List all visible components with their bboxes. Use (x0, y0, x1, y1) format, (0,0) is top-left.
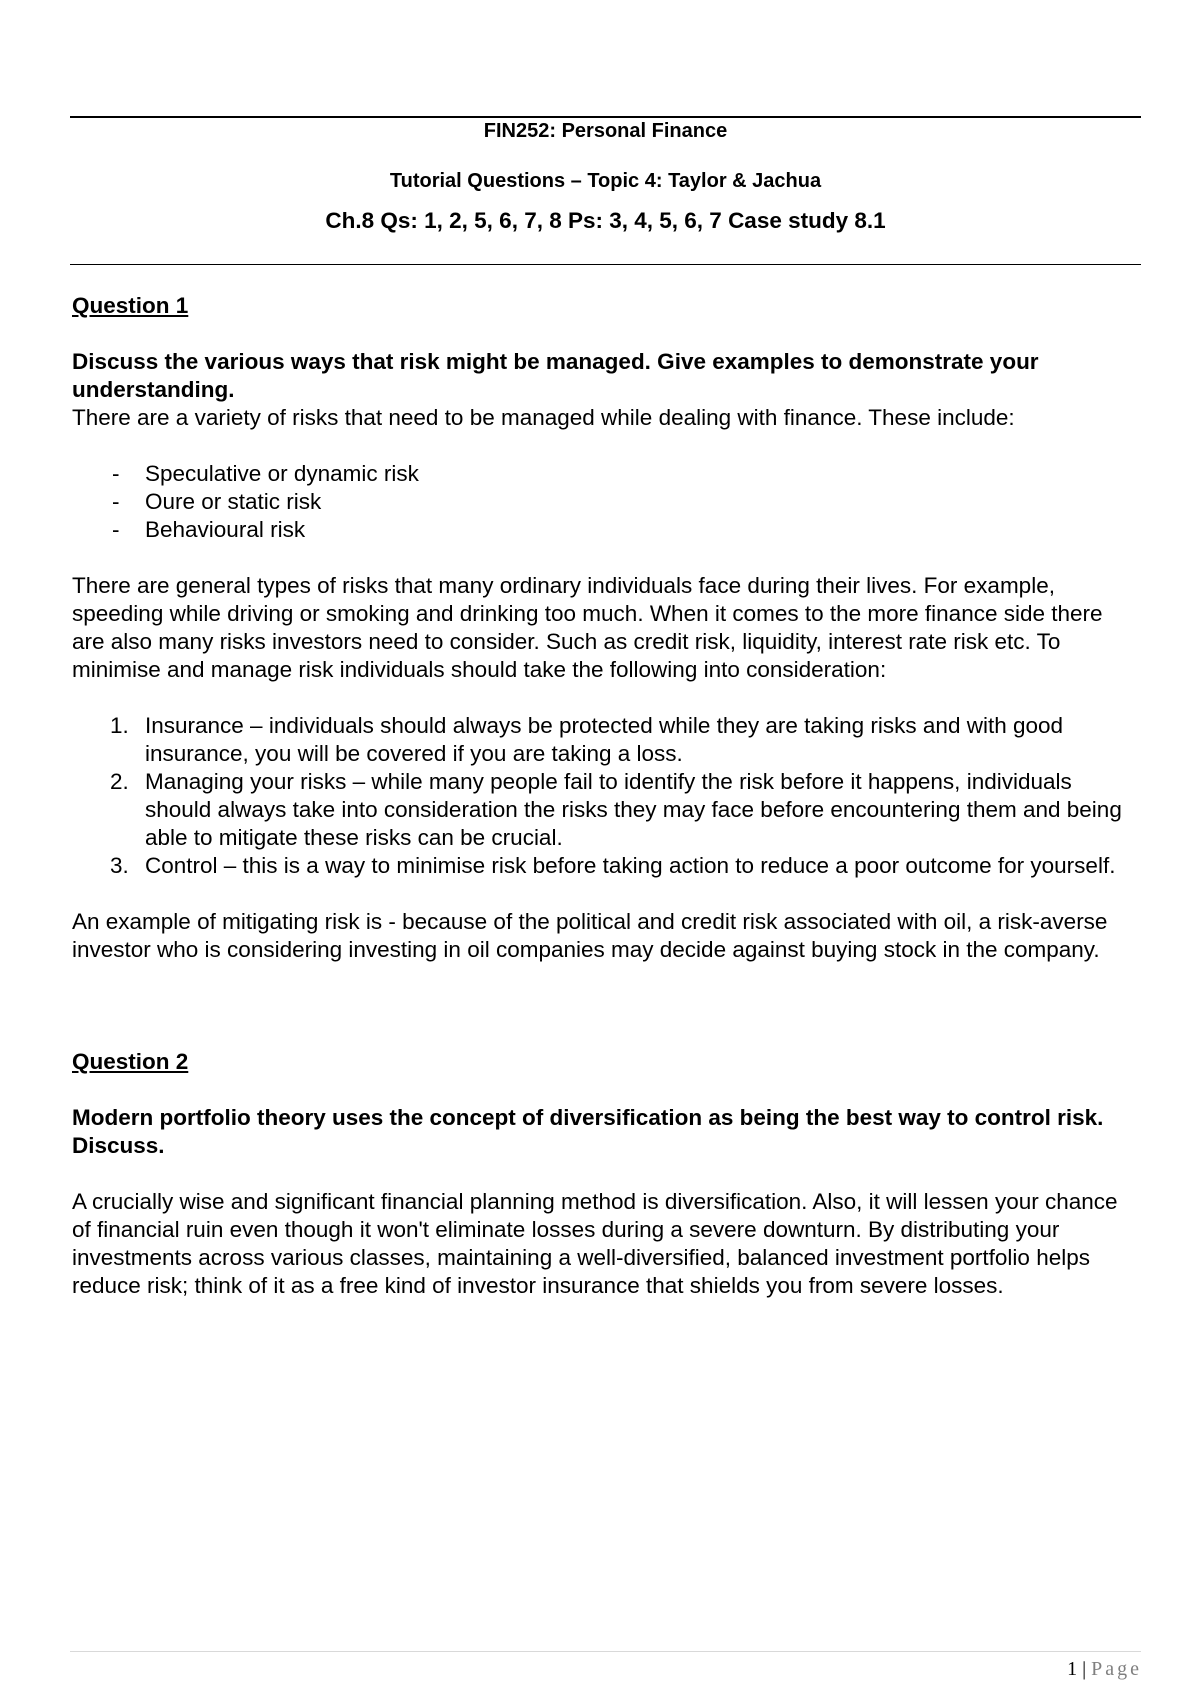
list-item: - Oure or static risk (112, 489, 322, 514)
tutorial-title: Tutorial Questions – Topic 4: Taylor & Jachua (389, 170, 822, 192)
list-item: 3. Control – this is a way to minimise risk before taking action to reduce a poor outcome for yourself. (110, 853, 1116, 878)
course-title: FIN252: Personal Finance (483, 120, 728, 142)
list-item: 1. Insurance – individuals should always be protected while they are taking risks and with good insurance, you will be covered if you are taking a loss. (110, 713, 1064, 766)
question-1-prompt: Discuss the various ways that risk might be managed. Give examples to demonstrate your understanding. (72, 349, 1039, 402)
question-1-heading: Question 1 (72, 293, 189, 318)
chapter-questions: Ch.8 Qs: 1, 2, 5, 6, 7, 8 Ps: 3, 4, 5, 6, 7 Case study 8.1 (325, 208, 886, 233)
list-item: 2. Managing your risks – while many people fail to identify the risk before it happens, individuals should always take into consideration the risks they may face before encountering them and being able to mitigate these risks can be crucial. (110, 769, 1122, 850)
risk-types-list (72, 460, 1140, 544)
page-label: Page (1091, 1658, 1142, 1680)
page-footer (1067, 1658, 1142, 1681)
list-item: - Behavioural risk (112, 517, 306, 542)
dash-bullet: - (112, 461, 120, 486)
number-marker: 3. (110, 853, 129, 878)
footer-rule (70, 1651, 1141, 1652)
list-item: - Speculative or dynamic risk (112, 461, 419, 486)
number-marker: 2. (110, 769, 129, 794)
question-1-intro: There are a variety of risks that need to be managed while dealing with finance. These include: (72, 405, 1015, 430)
header-bottom-rule (70, 264, 1141, 265)
footer-separator: | (1082, 1658, 1087, 1680)
question-1-example: An example of mitigating risk is - because of the political and credit risk associated with oil, a risk-averse investor who is considering investing in oil companies may decide against buying stock in the company. (72, 909, 1108, 962)
question-2-heading: Question 2 (72, 1049, 189, 1074)
number-marker: 1. (110, 713, 129, 738)
question-2-prompt: Modern portfolio theory uses the concept of diversification as being the best way to control risk. Discuss. (72, 1105, 1104, 1158)
question-2-answer: A crucially wise and significant financial planning method is diversification. Also, it will lessen your chance of financial ruin even though it won't eliminate losses during a severe downturn. By distributing your investments across various classes, maintaining a well-diversified, balanced investment portfolio helps reduce risk; think of it as a free kind of investor insurance that shields you from severe losses. (72, 1189, 1118, 1298)
document-body (72, 292, 1140, 1300)
page-number: 1 (1067, 1658, 1078, 1680)
header-top-rule (70, 116, 1141, 118)
dash-bullet: - (112, 489, 120, 514)
risk-management-steps (72, 712, 1140, 880)
question-1-paragraph: There are general types of risks that many ordinary individuals face during their lives. For example, speeding while driving or smoking and drinking too much. When it comes to the more finance side there are also many risks investors need to consider. Such as credit risk, liquidity, interest rate risk etc. To minimise and manage risk individuals should take the following into consideration: (72, 573, 1103, 682)
dash-bullet: - (112, 517, 120, 542)
